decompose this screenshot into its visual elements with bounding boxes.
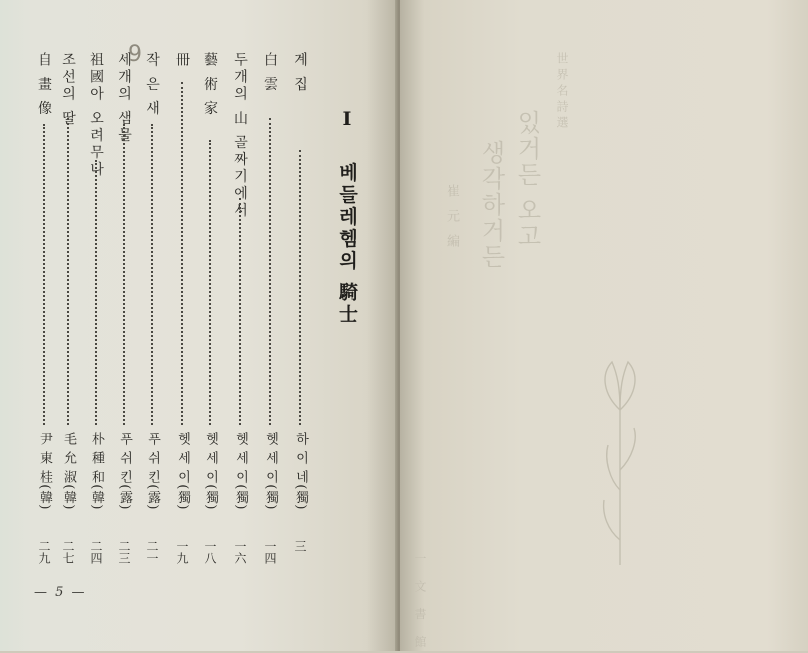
- ghost-publisher: 一 文 書 館: [413, 552, 427, 653]
- toc-entry-title: 自 畫 像: [36, 52, 52, 118]
- page-number: — 5 —: [34, 585, 87, 600]
- toc-entry-page: 二七: [61, 540, 75, 564]
- section-title: 베들레헴의 騎士: [336, 162, 358, 326]
- toc-entry-title: 祖國아 오려무나: [88, 52, 104, 179]
- toc-leader-dots: [299, 150, 301, 425]
- ghost-series-title: 世界名詩選: [555, 52, 569, 132]
- section-heading: [334, 108, 361, 326]
- toc-leader-dots: [151, 124, 153, 425]
- toc-entry-page: 一六: [233, 540, 247, 564]
- toc-entry-page: 二三: [117, 540, 131, 564]
- toc-entry-author: 푸 쉬 킨(露): [145, 432, 160, 511]
- ghost-flower-illustration: [590, 340, 650, 570]
- toc-entry-title: 두개의 山 골짜기에서: [232, 52, 248, 220]
- toc-leader-dots: [239, 198, 241, 425]
- toc-entry-page: 一八: [203, 540, 217, 564]
- toc-leader-dots: [67, 118, 69, 425]
- ghost-editor: 崔 元 編: [444, 184, 459, 252]
- toc-entry-author: 毛 允 淑(韓): [61, 432, 76, 511]
- ghost-main-title: 있거든 오고: [513, 110, 541, 250]
- toc-entry-title: 冊: [174, 52, 190, 69]
- toc-entry-author: 헷 세 이(獨): [263, 432, 278, 511]
- toc-entry-title: 세개의 샘물: [116, 52, 132, 145]
- section-numeral: Ⅰ: [336, 108, 358, 133]
- toc-entry-title: 白 雲: [262, 52, 278, 94]
- toc-entry-page: 一四: [263, 540, 277, 564]
- toc-entry-author: 푸 쉬 킨(露): [117, 432, 132, 511]
- toc-entry-author: 헷 세 이(獨): [233, 432, 248, 511]
- toc-leader-dots: [123, 124, 125, 425]
- toc-entry-title: 조선의 딸: [60, 52, 76, 128]
- toc-leader-dots: [181, 82, 183, 425]
- toc-entry-page: 三: [293, 540, 307, 552]
- toc-entry-author: 朴 種 和(韓): [89, 432, 104, 511]
- toc-entry-page: 二一: [145, 540, 159, 564]
- toc-leader-dots: [269, 118, 271, 425]
- toc-entry-author: 헷 세 이(獨): [203, 432, 218, 511]
- toc-entry-title: 계 집: [292, 52, 308, 94]
- toc-entry-title: 藝 術 家: [202, 52, 218, 118]
- toc-entry-author: 尹 東 桂(韓): [37, 432, 52, 511]
- toc-entry-author: 헷 세 이(獨): [175, 432, 190, 511]
- toc-leader-dots: [95, 160, 97, 425]
- toc-entry-page: 二九: [37, 540, 51, 564]
- show-through-page: [400, 0, 808, 651]
- toc-entry-page: 二四: [89, 540, 103, 564]
- pencil-mark: 9: [128, 42, 142, 67]
- toc-entry-page: 一九: [175, 540, 189, 564]
- toc-leader-dots: [43, 124, 45, 425]
- ghost-sub-title: 생각하거든: [477, 140, 505, 270]
- toc-leader-dots: [209, 140, 211, 425]
- toc-entry-title: 작 은 새: [144, 52, 160, 118]
- contents-page: [0, 0, 398, 651]
- toc-entry-author: 하 이 네(獨): [293, 432, 308, 511]
